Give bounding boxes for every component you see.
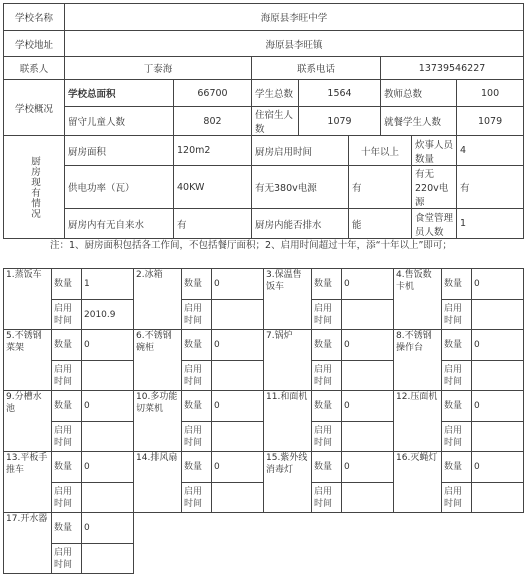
overview-cell: 就餐学生人数 (381, 107, 457, 136)
kitchen-cell: 厨房启用时间 (252, 136, 349, 166)
qty-label: 数量 (182, 452, 212, 483)
start-time-label: 启用时间 (182, 361, 212, 391)
overview-cell: 1564 (299, 80, 381, 107)
school-name-value: 海原县李旺中学 (65, 4, 524, 31)
start-time-value (342, 300, 394, 330)
kitchen-cell: 十年以上 (349, 136, 412, 166)
kitchen-cell: 厨房内有无自来水 (65, 209, 174, 239)
overview-cell: 100 (457, 80, 524, 107)
school-address-label: 学校地址 (4, 31, 65, 57)
equipment-name: 14.排风扇 (134, 452, 182, 513)
qty-label: 数量 (442, 269, 472, 300)
qty-label: 数量 (52, 330, 82, 361)
kitchen-cell: 厨房内能否排水 (252, 209, 349, 239)
start-time-label: 启用时间 (442, 300, 472, 330)
start-time-value (212, 361, 264, 391)
overview-cell: 66700 (174, 80, 252, 107)
qty-label: 数量 (182, 330, 212, 361)
equipment-name: 6.不锈钢碗柜 (134, 330, 182, 391)
start-time-label: 启用时间 (442, 361, 472, 391)
kitchen-cell: 120m2 (174, 136, 252, 166)
start-time-value (82, 422, 134, 452)
overview-cell: 学生总数 (252, 80, 299, 107)
start-time-value: 2010.9 (82, 300, 134, 330)
equipment-name: 9.分槽水池 (4, 391, 52, 452)
qty-value: 0 (82, 513, 134, 544)
kitchen-cell: 有 (457, 166, 524, 209)
start-time-label: 启用时间 (182, 300, 212, 330)
qty-value: 0 (342, 391, 394, 422)
qty-value: 0 (212, 330, 264, 361)
qty-value: 0 (212, 391, 264, 422)
qty-value: 0 (342, 452, 394, 483)
start-time-value (82, 361, 134, 391)
qty-value: 0 (472, 330, 524, 361)
start-time-label: 启用时间 (52, 300, 82, 330)
overview-cell: 教师总数 (381, 80, 457, 107)
equipment-name: 7.锅炉 (264, 330, 312, 391)
qty-label: 数量 (442, 330, 472, 361)
kitchen-cell: 炊事人员数量 (412, 136, 457, 166)
qty-label: 数量 (312, 269, 342, 300)
equipment-name: 11.和面机 (264, 391, 312, 452)
equipment-name: 12.压面机 (394, 391, 442, 452)
start-time-label: 启用时间 (52, 483, 82, 513)
qty-value: 0 (82, 452, 134, 483)
start-time-value (472, 422, 524, 452)
kitchen-cell: 有 (349, 166, 412, 209)
start-time-value (212, 483, 264, 513)
contact-value: 丁泰海 (65, 57, 252, 80)
kitchen-cell: 能 (349, 209, 412, 239)
start-time-value (472, 361, 524, 391)
overview-cell: 1079 (457, 107, 524, 136)
equipment-name: 17.开水器 (4, 513, 52, 574)
start-time-value (82, 544, 134, 574)
qty-label: 数量 (312, 452, 342, 483)
start-time-label: 启用时间 (442, 483, 472, 513)
kitchen-label: 厨房现有情况 (29, 155, 40, 219)
start-time-label: 启用时间 (52, 422, 82, 452)
school-name-label: 学校名称 (4, 4, 65, 31)
equipment-name: 15.紫外线消毒灯 (264, 452, 312, 513)
qty-value: 0 (472, 452, 524, 483)
school-info-table (3, 3, 524, 239)
equipment-table (3, 268, 524, 574)
kitchen-cell: 有 (174, 209, 252, 239)
qty-label: 数量 (442, 391, 472, 422)
start-time-label: 启用时间 (312, 422, 342, 452)
school-address-value: 海原县李旺镇 (65, 31, 524, 57)
phone-label: 联系电话 (252, 57, 381, 80)
qty-label: 数量 (52, 452, 82, 483)
qty-label: 数量 (52, 269, 82, 300)
kitchen-label-cell (4, 136, 65, 239)
kitchen-cell: 40KW (174, 166, 252, 209)
equipment-name: 10.多功能切菜机 (134, 391, 182, 452)
qty-value: 0 (82, 330, 134, 361)
kitchen-cell: 1 (457, 209, 524, 239)
start-time-value (472, 483, 524, 513)
qty-value: 0 (342, 269, 394, 300)
qty-label: 数量 (312, 330, 342, 361)
qty-value: 0 (212, 269, 264, 300)
equipment-name: 4.售饭数卡机 (394, 269, 442, 330)
equipment-name: 8.不锈钢操作台 (394, 330, 442, 391)
start-time-label: 启用时间 (312, 483, 342, 513)
equipment-name: 3.保温售饭车 (264, 269, 312, 330)
qty-value: 0 (472, 269, 524, 300)
start-time-value (342, 361, 394, 391)
qty-label: 数量 (182, 391, 212, 422)
overview-cell: 1079 (299, 107, 381, 136)
empty-area (134, 513, 524, 574)
kitchen-cell: 厨房面积 (65, 136, 174, 166)
start-time-value (212, 300, 264, 330)
kitchen-cell: 有无380v电源 (252, 166, 349, 209)
start-time-label: 启用时间 (312, 361, 342, 391)
start-time-label: 启用时间 (312, 300, 342, 330)
qty-value: 0 (472, 391, 524, 422)
overview-label: 学校概况 (4, 80, 65, 136)
kitchen-cell: 食堂管理员人数 (412, 209, 457, 239)
start-time-label: 启用时间 (182, 483, 212, 513)
start-time-label: 启用时间 (442, 422, 472, 452)
qty-value: 0 (82, 391, 134, 422)
qty-label: 数量 (52, 513, 82, 544)
start-time-value (342, 483, 394, 513)
overview-cell: 留守儿童人数 (65, 107, 174, 136)
start-time-label: 启用时间 (52, 544, 82, 574)
table-note: 注：1、厨房面积包括各工作间，不包括餐厅面积；2、启用时间超过十年，添“十年以上”即可； (50, 240, 452, 251)
start-time-value (212, 422, 264, 452)
contact-label: 联系人 (4, 57, 65, 80)
equipment-name: 2.冰箱 (134, 269, 182, 330)
qty-value: 0 (342, 330, 394, 361)
start-time-label: 启用时间 (182, 422, 212, 452)
qty-value: 1 (82, 269, 134, 300)
kitchen-cell: 供电功率（瓦） (65, 166, 174, 209)
qty-label: 数量 (312, 391, 342, 422)
qty-label: 数量 (52, 391, 82, 422)
qty-label: 数量 (182, 269, 212, 300)
equipment-name: 5.不锈钢菜架 (4, 330, 52, 391)
qty-label: 数量 (442, 452, 472, 483)
kitchen-cell: 4 (457, 136, 524, 166)
phone-value: 13739546227 (381, 57, 524, 80)
equipment-name: 1.蒸饭车 (4, 269, 52, 330)
start-time-value (472, 300, 524, 330)
overview-cell: 学校总面积 (65, 80, 174, 107)
start-time-value (342, 422, 394, 452)
start-time-label: 启用时间 (52, 361, 82, 391)
start-time-value (82, 483, 134, 513)
equipment-name: 16.灭蝇灯 (394, 452, 442, 513)
overview-cell: 住宿生人数 (252, 107, 299, 136)
equipment-name: 13.平板手推车 (4, 452, 52, 513)
qty-value: 0 (212, 452, 264, 483)
kitchen-cell: 有无220v电源 (412, 166, 457, 209)
overview-cell: 802 (174, 107, 252, 136)
